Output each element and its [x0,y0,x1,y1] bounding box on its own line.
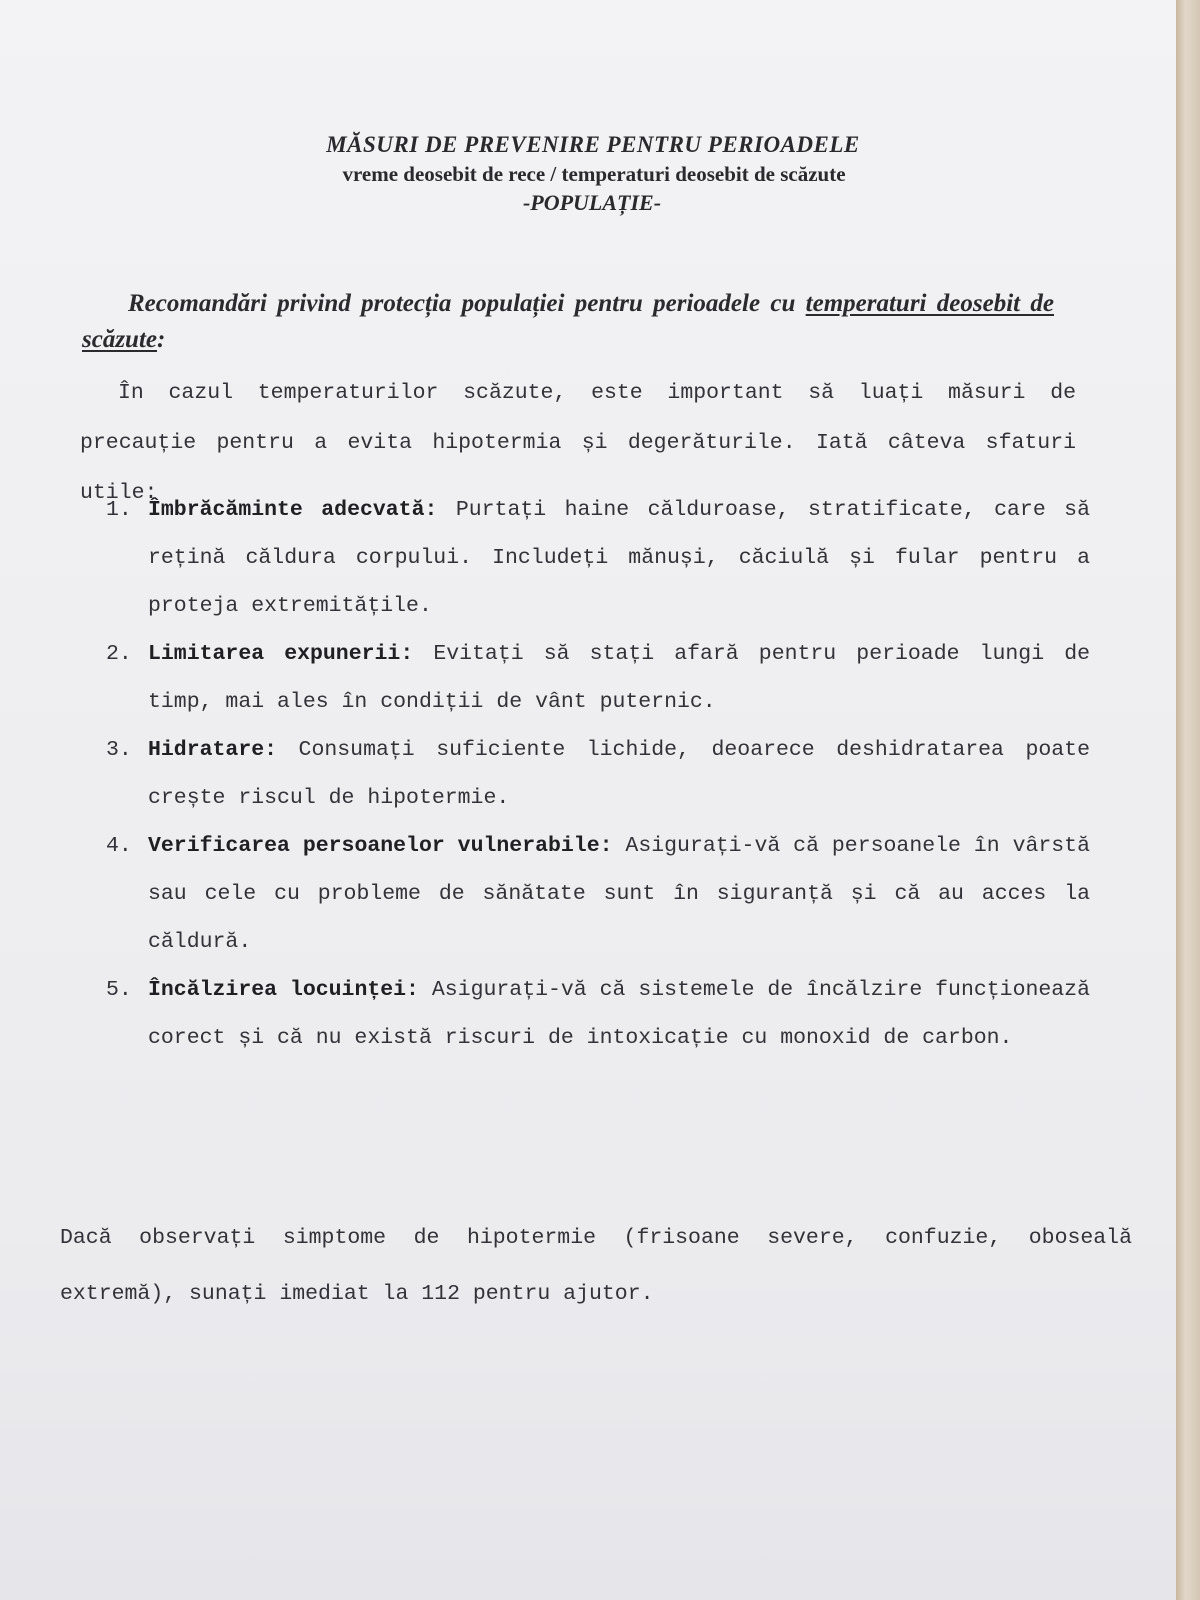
list-item-text: Asigurați-vă că persoanele în vârstă sau cele cu probleme de sănătate sunt în siguranță și că au acces la căldură. [148,834,1090,954]
list-item [106,966,1090,1062]
list-item-number: 4. [106,834,132,858]
list-item [106,630,1090,726]
list-item-number: 5. [106,978,132,1002]
list-item [106,726,1090,822]
list-item-text: Asigurați-vă că sistemele de încălzire funcționează corect și că nu există riscuri de intoxicație cu monoxid de carbon. [148,978,1090,1050]
list-item-number: 3. [106,738,132,762]
intro-paragraph: În cazul temperaturilor scăzute, este important să luați măsuri de precauție pentru a evita hipotermia și degerăturile. Iată câteva sfaturi utile: [80,381,1076,505]
list-item [106,486,1090,630]
section-heading [82,286,1054,358]
title-line-1: MĂSURI DE PREVENIRE PENTRU PERIOADELE [326,132,860,157]
closing-paragraph: Dacă observați simptome de hipotermie (frisoane severe, confuzie, oboseală extremă), sunați imediat la 112 pentru ajutor. [60,1226,1132,1306]
title-line-2: vreme deosebit de rece / temperaturi deosebit de scăzute [342,162,846,186]
heading-text: Recomandări privind protecția populației pentru perioadele cu [128,290,806,317]
recommendations-list [106,486,1090,1062]
desk-background-edge [1176,0,1200,1600]
list-item-label: Verificarea persoanelor vulnerabile: [148,834,613,858]
list-item-text: Consumați suficiente lichide, deoarece deshidratarea poate crește riscul de hipotermie. [148,738,1090,810]
heading-colon: : [157,326,166,353]
title-line-3: -POPULAȚIE- [522,190,662,215]
list-item-number: 1. [106,498,132,522]
list-item-number: 2. [106,642,132,666]
list-item-text: Purtați haine călduroase, stratificate, care să rețină căldura corpului. Includeți mănuși, căciulă și fular pentru a proteja extremitățile. [148,498,1090,618]
list-item-label: Limitarea expunerii: [148,642,414,666]
list-item-text: Evitați să stați afară pentru perioade lungi de timp, mai ales în condiții de vânt puternic. [148,642,1090,714]
list-item [106,822,1090,966]
list-item-label: Îmbrăcăminte adecvată: [148,498,438,522]
list-item-label: Încălzirea locuinței: [148,978,419,1002]
list-item-label: Hidratare: [148,738,278,762]
heading-underlined-text: temperaturi deosebit de scăzute [82,290,1055,353]
document-title [0,132,1176,216]
